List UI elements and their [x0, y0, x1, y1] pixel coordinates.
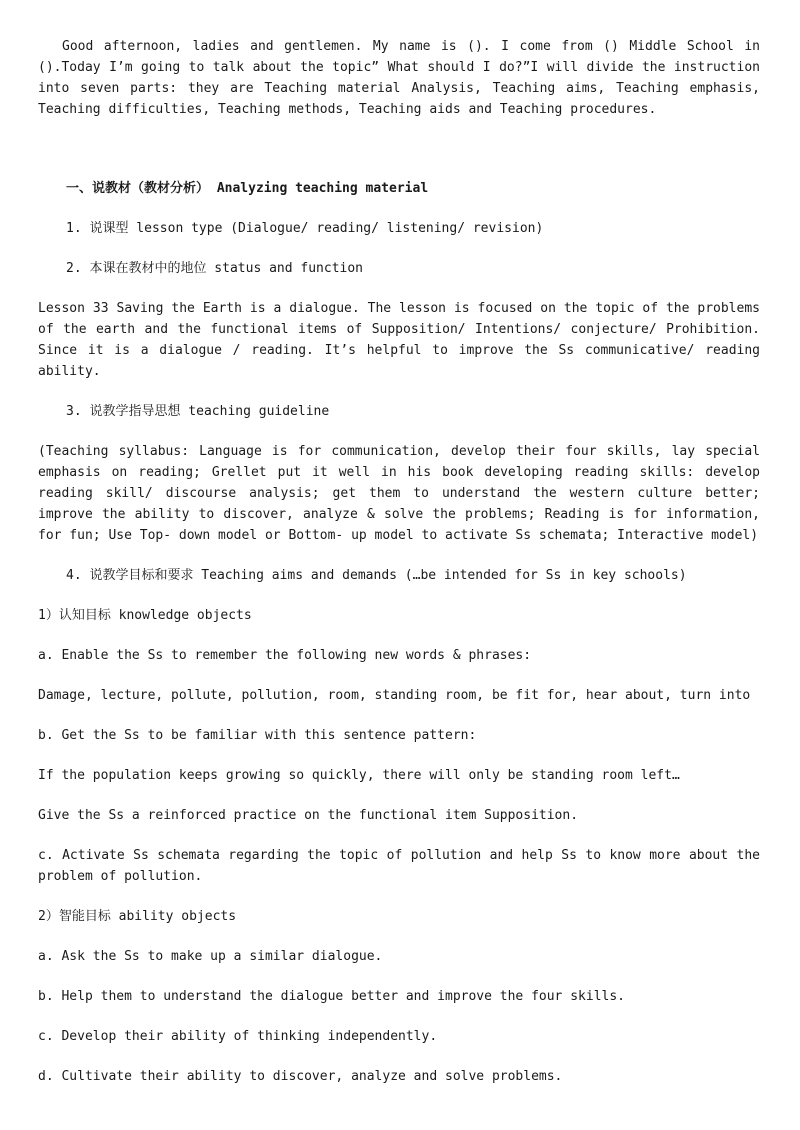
ability-b-four-skills: b. Help them to understand the dialogue better and improve the four skills. — [38, 989, 625, 1004]
objective-c-schemata: c. Activate Ss schemata regarding the topic of pollution and help Ss to know more about the problem of pollution. — [38, 848, 760, 884]
objective-a-new-words: a. Enable the Ss to remember the following new words & phrases: — [38, 648, 532, 663]
ability-d-problem-solving: d. Cultivate their ability to discover, analyze and solve problems. — [38, 1069, 563, 1084]
ability-a-dialogue: a. Ask the Ss to make up a similar dialogue. — [38, 949, 383, 964]
subheading-knowledge-objects: 1）认知目标 knowledge objects — [38, 608, 252, 623]
item-teaching-aims: 4. 说教学目标和要求 Teaching aims and demands (…be intended for Ss in key schools) — [66, 568, 687, 583]
lesson-description-paragraph: Lesson 33 Saving the Earth is a dialogue. The lesson is focused on the topic of the problems of the earth and the functional items of Supposition/ Intentions/ conjecture/ Prohibition. Since it is a dialogue / reading. It’s helpful to improve the Ss communicative/ reading ability. — [38, 301, 760, 379]
item-status-function: 2. 本课在教材中的地位 status and function — [66, 261, 364, 276]
new-words-list: Damage, lecture, pollute, pollution, room, standing room, be fit for, hear about, turn into — [38, 688, 751, 703]
objective-b-sentence-pattern: b. Get the Ss to be familiar with this sentence pattern: — [38, 728, 477, 743]
supposition-practice: Give the Ss a reinforced practice on the functional item Supposition. — [38, 808, 579, 823]
sentence-pattern-example: If the population keeps growing so quickly, there will only be standing room left… — [38, 768, 680, 783]
subheading-ability-objects: 2）智能目标 ability objects — [38, 909, 237, 924]
guideline-paragraph: (Teaching syllabus: Language is for communication, develop their four skills, lay special emphasis on reading; Grellet put it well in his book developing reading skills: develop reading skill/ discourse analysis; get them to understand the western culture better; improve the ability to discover, analyze & solve the problems; Reading is for information, for fun; Use Top- down model or Bottom- up model to activate Ss schemata; Interactive model) — [38, 444, 760, 543]
item-lesson-type: 1. 说课型 lesson type (Dialogue/ reading/ listening/ revision) — [66, 221, 544, 236]
ability-c-thinking: c. Develop their ability of thinking independently. — [38, 1029, 438, 1044]
intro-paragraph: Good afternoon, ladies and gentlemen. My name is (). I come from () Middle School in ().Today I’m going to talk about the topic” What should I do?”I will divide the instruction into seven parts: they are Teaching material Analysis, Teaching aims, Teaching emphasis, Teaching difficulties, Teaching methods, Teaching aids and Teaching procedures. — [38, 39, 760, 117]
item-teaching-guideline: 3. 说教学指导思想 teaching guideline — [66, 404, 330, 419]
document-page — [38, 36, 760, 1087]
section-heading-analyzing-material: 一、说教材（教材分析） Analyzing teaching material — [66, 181, 429, 196]
